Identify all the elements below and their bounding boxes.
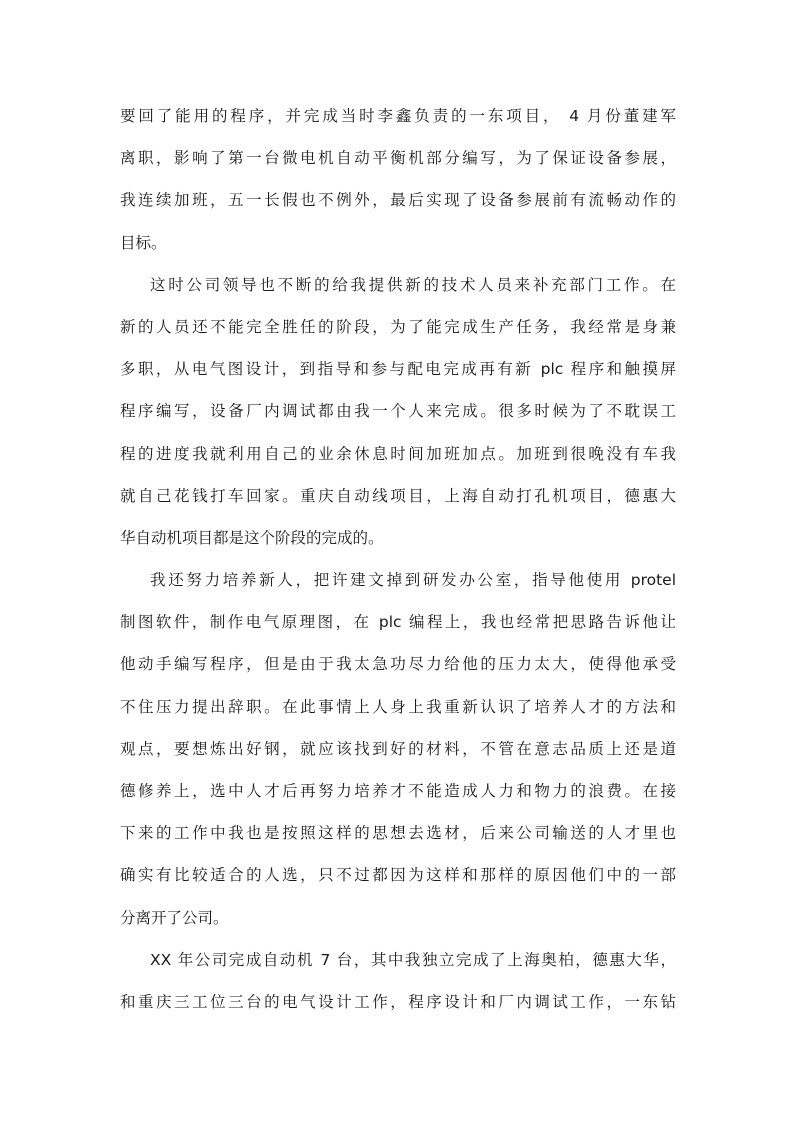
text-line: 要回了能用的程序，并完成当时李鑫负责的一东项目， 4 月份董建军	[120, 107, 676, 125]
paragraph-first-line: 我还努力培养新人，把许建文掉到研发办公室，指导他使用 protel	[150, 571, 676, 590]
document-body	[120, 95, 676, 1023]
text-line: 和重庆三工位三台的电气设计工作，程序设计和厂内调试工作，一东钻	[120, 992, 676, 1011]
paragraph-first-line: XX 年公司完成自动机 7 台，其中我独立完成了上海奥柏，德惠大华，	[150, 950, 676, 969]
text-line: 德修养上，选中人才后再努力培养才不能造成人力和物力的浪费。在接	[120, 782, 676, 800]
text-line: 离职，影响了第一台微电机自动平衡机部分编写，为了保证设备参展，	[120, 149, 676, 168]
text-line: 华自动机项目都是这个阶段的完成的。	[120, 528, 384, 547]
text-line: 就自己花钱打车回家。重庆自动线项目，上海自动打孔机项目，德惠大	[120, 486, 676, 505]
paragraph-first-line: 这时公司领导也不断的给我提供新的技术人员来补充部门工作。在	[150, 275, 676, 294]
text-line: 制图软件，制作电气原理图，在 plc 编程上，我也经常把思路告诉他让	[120, 613, 676, 632]
text-line: 分离开了公司。	[120, 908, 229, 927]
text-line: 目标。	[120, 233, 167, 252]
text-line: 不住压力提出辞职。在此事情上人身上我重新认识了培养人才的方法和	[120, 697, 676, 716]
text-line: 程的进度我就利用自己的业余休息时间加班加点。加班到很晚没有车我	[120, 444, 676, 463]
text-line: 下来的工作中我也是按照这样的思想去选材，后来公司输送的人才里也	[120, 824, 676, 843]
text-line: 观点，要想炼出好钢，就应该找到好的材料，不管在意志品质上还是道	[120, 739, 676, 758]
text-line: 多职，从电气图设计，到指导和参与配电完成再有新 plc 程序和触摸屏	[120, 360, 676, 379]
text-line: 他动手编写程序，但是由于我太急功尽力给他的压力太大，使得他承受	[120, 655, 676, 674]
text-line: 确实有比较适合的人选，只不过都因为这样和那样的原因他们中的一部	[120, 866, 676, 885]
text-line: 新的人员还不能完全胜任的阶段，为了能完成生产任务，我经常是身兼	[120, 317, 676, 336]
text-line: 程序编写，设备厂内调试都由我一个人来完成。很多时候为了不耽误工	[120, 402, 676, 421]
text-line: 我连续加班，五一长假也不例外，最后实现了设备参展前有流畅动作的	[120, 191, 676, 210]
